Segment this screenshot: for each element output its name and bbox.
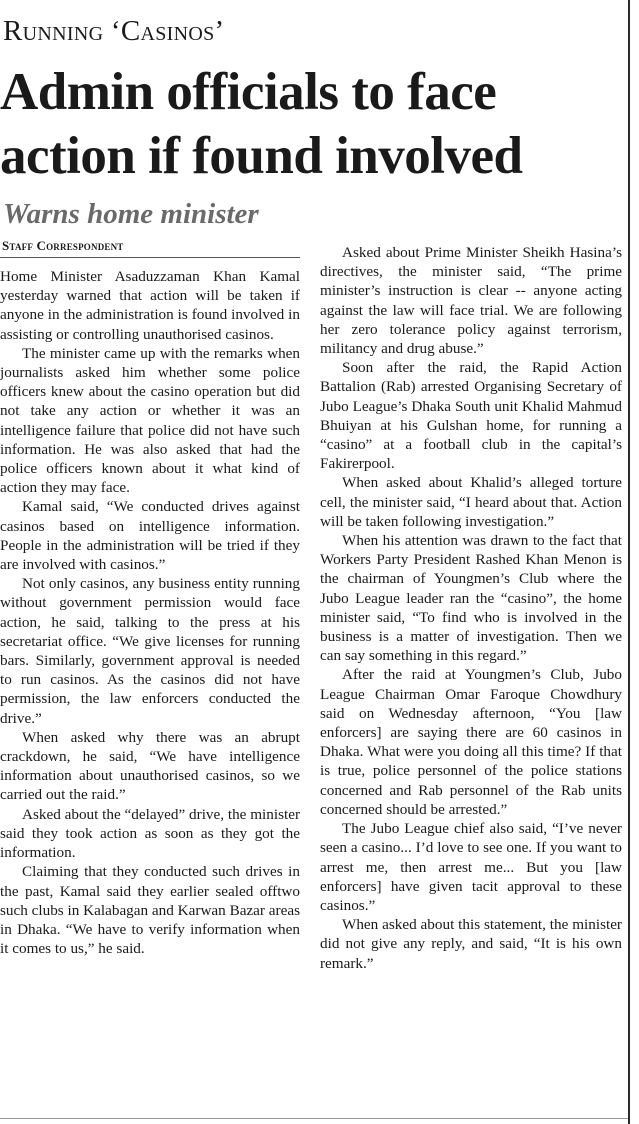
- article-column-right: [320, 243, 622, 973]
- paragraph: Asked about the “delayed” drive, the minister said they took action as soon as they got the information.: [0, 805, 300, 862]
- byline: Staff Correspondent: [2, 238, 124, 253]
- kicker: Running ‘Casinos’: [3, 15, 225, 47]
- paragraph: The minister came up with the remarks when journalists asked him whether some police officers knew about the casino operation but did not take any action or whether it was an intelligence failure that police did not have such information. He was also asked that had the police officers known about it what kind of action they may face.: [0, 344, 300, 497]
- paragraph: The Jubo League chief also said, “I’ve never seen a casino... I’d love to see one. If you want to arrest me, then arrest me... But you [law enforcers] have given tacit approval to these casinos.”: [320, 820, 622, 914]
- paragraph: After the raid at Youngmen’s Club, Jubo League Chairman Omar Faroque Chowdhury said on Wednesday afternoon, “You [law enforcers] are saying there are 60 casinos in Dhaka. What were you doing all this time? If that is true, police personnel of the police stations concerned and Rab personnel of the Rab units concerned should be arrested.”: [320, 666, 622, 818]
- paragraph: Claiming that they conducted such drives in the past, Kamal said they earlier sealed offtwo such clubs in Kalabagan and Karwan Bazar areas in Dhaka. “We have to verify information when it comes to us,” he said.: [0, 863, 300, 958]
- paragraph: When asked about this statement, the minister did not give any reply, and said, “It is his own remark.”: [320, 916, 622, 972]
- headline: Admin officials to face action if found involved: [0, 63, 523, 185]
- article-column-left: [0, 267, 300, 958]
- column-rule: [628, 0, 630, 1124]
- paragraph: Home Minister Asaduzzaman Khan Kamal yesterday warned that action will be taken if anyone in the administration is found involved in assisting or controlling unauthorised casinos.: [0, 268, 300, 343]
- paragraph: Kamal said, “We conducted drives against casinos based on intelligence information. People in the administration will be tried if they are involved with casinos.”: [0, 498, 300, 574]
- paragraph: When his attention was drawn to the fact that Workers Party President Rashed Khan Menon is the chairman of Youngmen’s Club where the Jubo League leader ran the “casino”, the home minister said, “To find who is involved in the business is a matter of investigation. Then we can say something in this regard.”: [320, 532, 622, 665]
- paragraph: When asked why there was an abrupt crackdown, he said, “We have intelligence information about unauthorised casinos, so we carried out the raid.”: [0, 728, 300, 804]
- paragraph: Not only casinos, any business entity running without government permission would face action, he said, talking to the press at his secretariat office. “We give licenses for running bars. Similarly, government approval is needed to run casinos. As the casinos did not have permission, the law enforcers conducted the drive.”: [0, 575, 300, 727]
- paragraph: Soon after the raid, the Rapid Action Battalion (Rab) arrested Organising Secretary of Jubo League’s Dhaka South unit Khalid Mahmud Bhuiyan at his Gulshan home, for running a “casino” at a football club in the capital’s Fakirerpool.: [320, 359, 622, 473]
- bottom-rule: [0, 1118, 628, 1119]
- byline-rule: [0, 257, 300, 258]
- deck-subheadline: Warns home minister: [3, 198, 259, 230]
- paragraph: When asked about Khalid’s alleged torture cell, the minister said, “I heard about that. Action will be taken following investigation.”: [320, 474, 622, 530]
- paragraph: Asked about Prime Minister Sheikh Hasina’s directives, the minister said, “The prime minister’s instruction is clear -- anyone acting against the law will face trial. We are following her zero tolerance policy against terrorism, militancy and drug abuse.”: [320, 244, 622, 358]
